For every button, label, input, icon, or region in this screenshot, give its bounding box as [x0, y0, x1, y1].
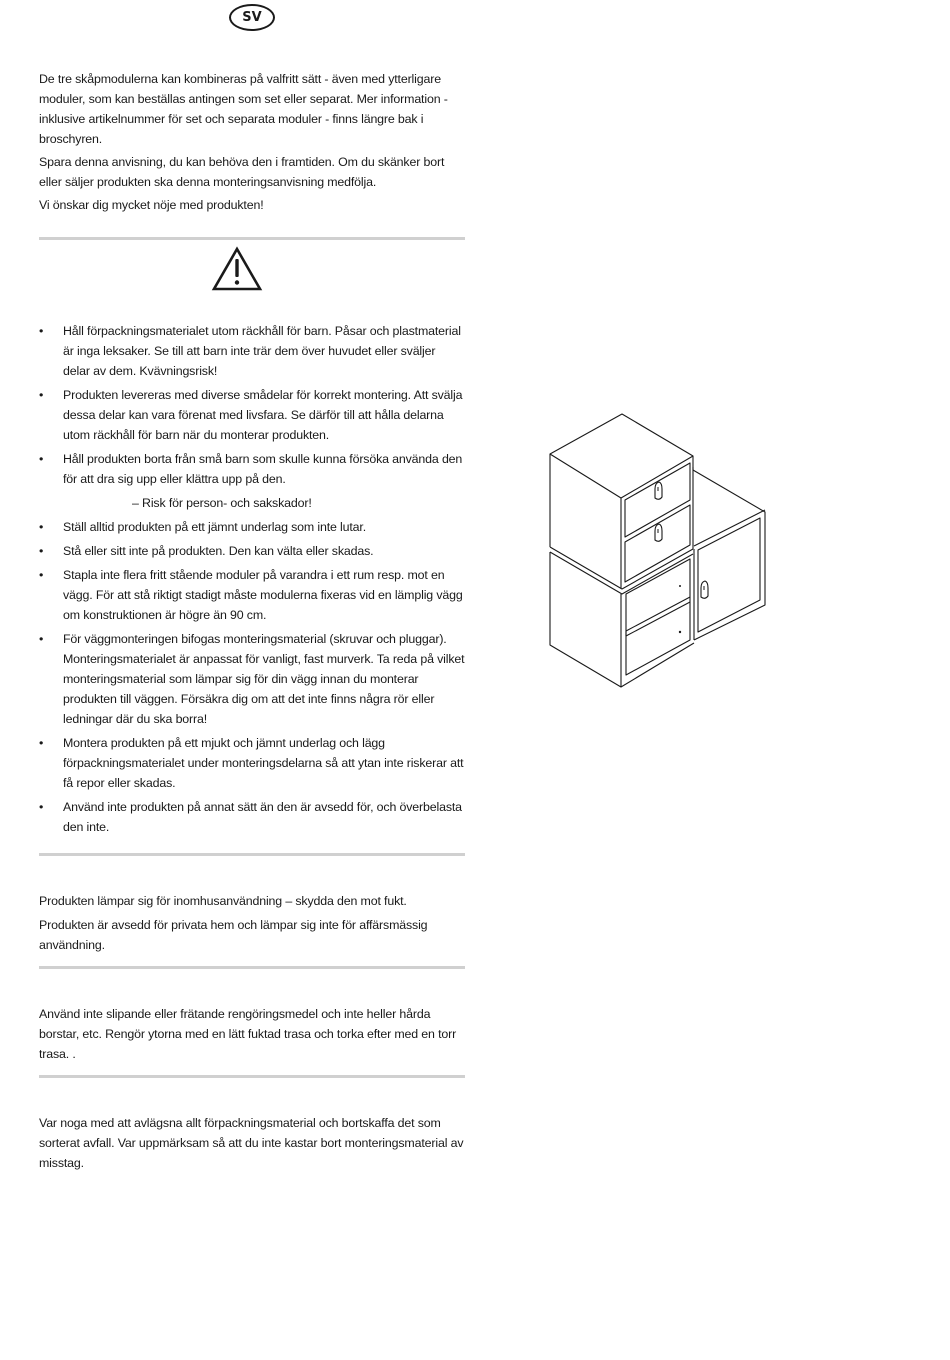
list-item: • Håll produkten borta från små barn som skulle kunna försöka använda den för att dra sig upp eller klättra upp på den.: [39, 452, 463, 486]
language-code: SV: [242, 10, 262, 25]
intro-paragraph: De tre skåpmodulerna kan kombineras på valfritt sätt - även med ytterligare moduler, som kan beställas antingen som set eller separat. Mer information - inklusive artikelnummer för set och separata moduler - finns längre bak i broschyren.: [39, 72, 448, 146]
care-paragraph: Använd inte slipande eller frätande rengöringsmedel och inte heller hårda borstar, etc. Rengör ytorna med en lätt fuktad trasa och torka efter med en torr trasa. .: [39, 1007, 457, 1061]
section-divider: [39, 853, 465, 856]
disposal-paragraph: Var noga med att avlägsna allt förpackningsmaterial och bortskaffa det som sorterat avfall. Var uppmärksam så att du inte kastar bort monteringsmaterial av misstag.: [39, 1116, 464, 1170]
list-item: • Montera produkten på ett mjukt och jämnt underlag och lägg förpackningsmaterialet under monteringsdelarna så att ytan inte riskerar att få repor eller skadas.: [39, 736, 464, 790]
list-item: • Använd inte produkten på annat sätt än den är avsedd för, och överbelasta den inte.: [39, 800, 462, 834]
safety-list-b: [39, 517, 465, 837]
intro-paragraph: Vi önskar dig mycket nöje med produkten!: [39, 198, 264, 212]
list-item: • Håll förpackningsmaterialet utom räckhåll för barn. Påsar och plastmaterial är inga leksaker. Se till att barn inte trär dem över huvudet eller sväljer delar av dem. Kvävningsrisk!: [39, 324, 461, 378]
section-divider: [39, 1075, 465, 1078]
list-item: • Stå eller sitt inte på produkten. Den kan välta eller skadas.: [39, 544, 374, 558]
usage-section: [39, 891, 465, 955]
list-item: • Ställ alltid produkten på ett jämnt underlag som inte lutar.: [39, 520, 367, 534]
language-badge: [229, 4, 275, 31]
care-section: [39, 1004, 465, 1064]
intro-section: [39, 69, 465, 215]
section-divider: [39, 237, 465, 240]
list-item: • För väggmonteringen bifogas monteringsmaterial (skruvar och pluggar). Monteringsmaterialet är anpassat för vanligt, fast murverk. Ta reda på vilket monteringsmaterial som lämpar sig för din vägg innan du monterar produkten till väggen. Försäkra dig om att det inte finns några rör eller ledningar där du ska borra!: [39, 632, 465, 726]
safety-list-a: [39, 321, 465, 489]
risk-note: – Risk för person- och sakskador!: [132, 496, 312, 510]
cabinet-modules-illustration: [545, 410, 770, 690]
usage-paragraph: Produkten lämpar sig för inomhusanvändning – skydda den mot fukt.: [39, 894, 407, 908]
safety-section: [39, 321, 465, 841]
list-item: • Produkten levereras med diverse smådelar för korrekt montering. Att svälja dessa delar kan vara förenat med livsfara. Se därför till att hålla delarna utom räckhåll för barn när du monterar produkten.: [39, 388, 463, 442]
intro-paragraph: Spara denna anvisning, du kan behöva den i framtiden. Om du skänker bort eller säljer produkten ska denna monteringsanvisning medfölja.: [39, 155, 445, 189]
usage-paragraph: Produkten är avsedd för privata hem och lämpar sig inte för affärsmässig användning.: [39, 918, 428, 952]
disposal-section: [39, 1113, 465, 1173]
warning-triangle-icon: [211, 246, 263, 292]
list-item: • Stapla inte flera fritt stående moduler på varandra i ett rum resp. mot en vägg. För att stå riktigt stadigt måste modulerna fixeras vid en lämplig vägg om konstruktionen är högre än 90 cm.: [39, 568, 463, 622]
section-divider: [39, 966, 465, 969]
